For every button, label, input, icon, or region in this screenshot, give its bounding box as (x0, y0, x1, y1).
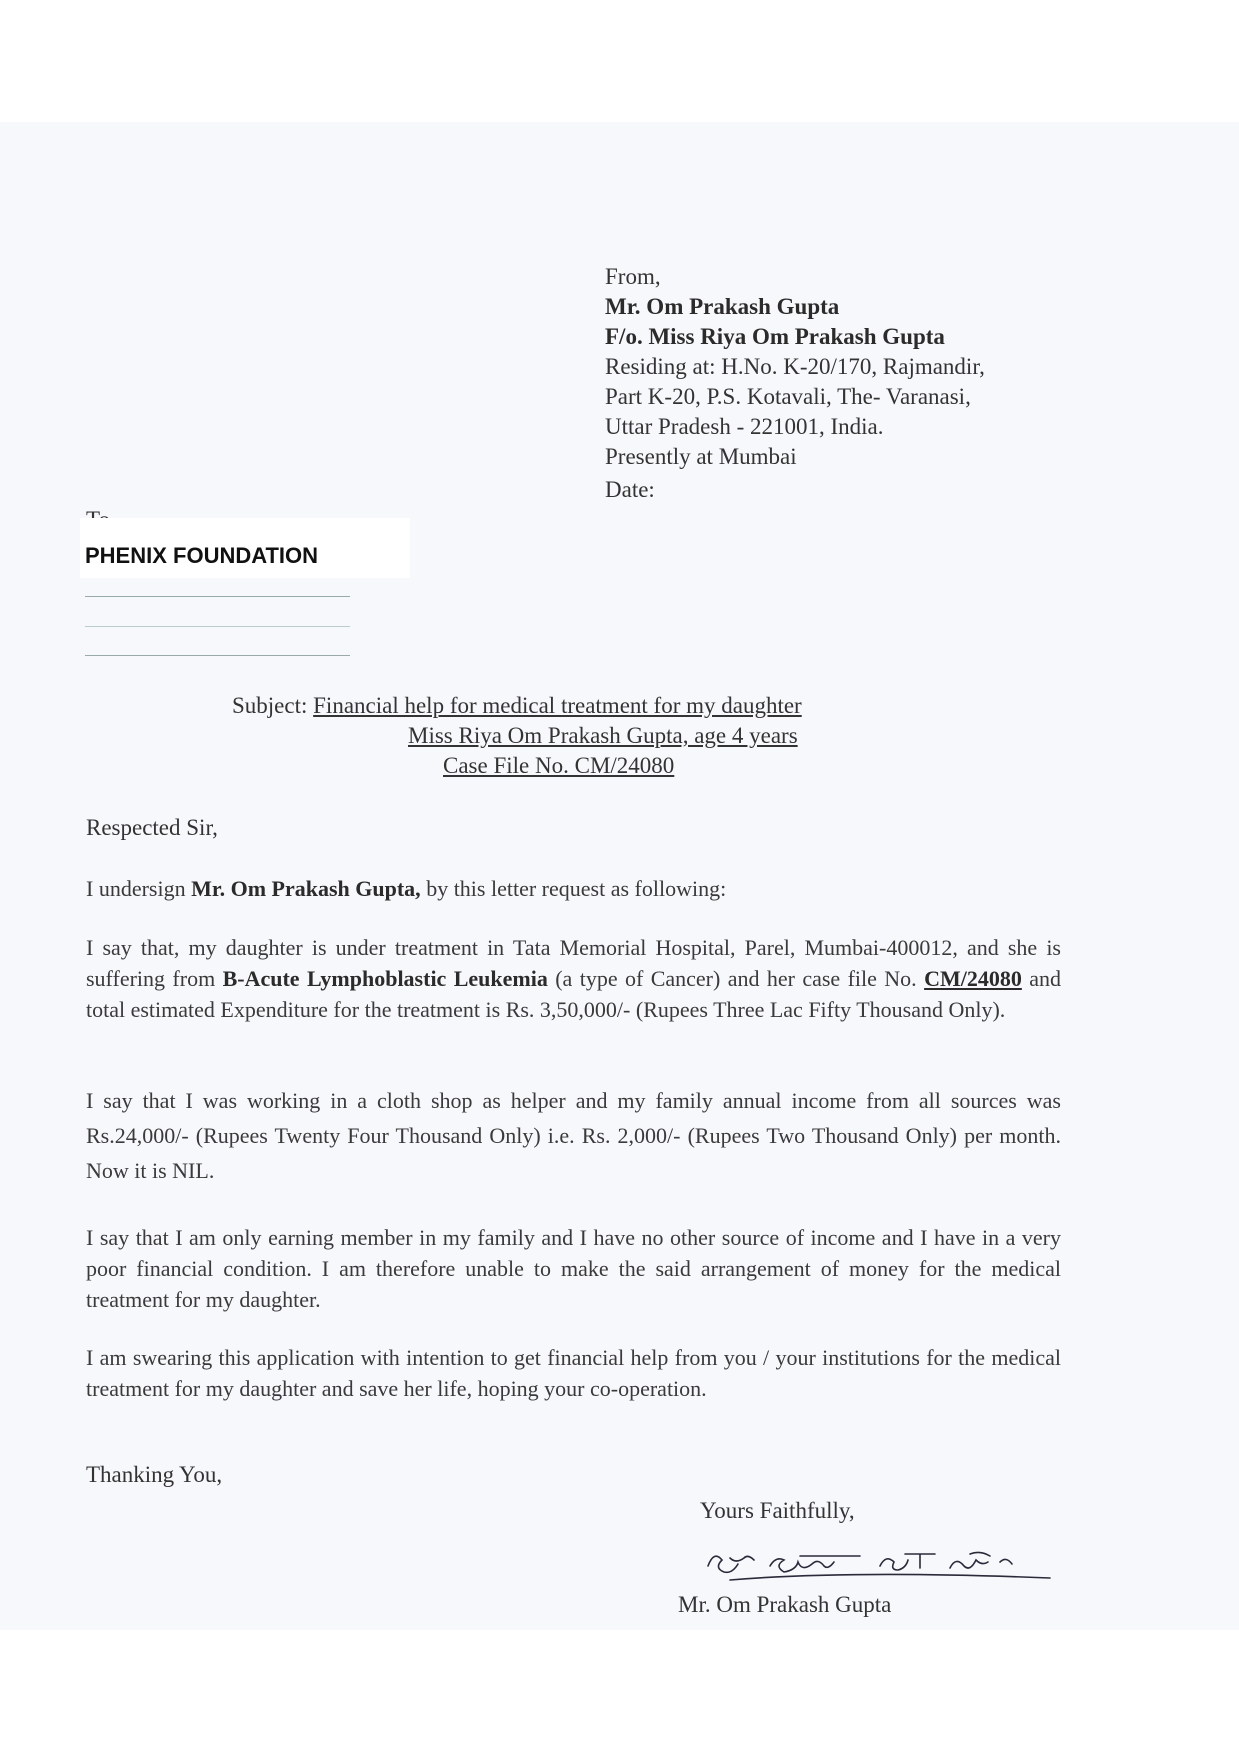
intro-text-before: I undersign (86, 876, 192, 901)
salutation: Respected Sir, (86, 815, 218, 840)
recipient-blank-line-3 (85, 655, 350, 656)
subject-line-3 (443, 751, 674, 781)
paragraph-request: I am swearing this application with intention to get financial help from you / your institutions for the medical treatment for my daughter and save her life, hoping your co-operation. (86, 1345, 1061, 1401)
paragraph-financial-condition: I say that I am only earning member in my family and I have no other source of income and I have in a very poor financial condition. I am therefore unable to make the said arrangement of money for the medical treatment for my daughter. (86, 1225, 1061, 1312)
subject-text-3: Case File No. CM/24080 (443, 753, 675, 778)
handwritten-signature (700, 1536, 1060, 1586)
case-file-number: CM/24080 (924, 966, 1022, 991)
paragraph-treatment (86, 932, 1061, 1025)
para1-text-1: I say that, my daughter is under treatment in Tata Memorial Hospital, Parel, Mumbai-400012, and she is suffering from (86, 935, 1061, 991)
recipient-blank-line-2 (85, 626, 350, 627)
sender-address-line-1: Residing at: H.No. K-20/170, Rajmandir, (605, 354, 985, 379)
from-heading: From, (605, 264, 661, 289)
subject-text-1: Financial help for medical treatment for my daughter (313, 693, 802, 718)
recipient-organization: PHENIX FOUNDATION (85, 543, 319, 568)
subject-line-1 (232, 691, 802, 721)
sender-address-line-3: Uttar Pradesh - 221001, India. (605, 414, 884, 439)
date-label: Date: (605, 477, 655, 502)
closing: Thanking You, (86, 1462, 223, 1487)
signatory-name: Mr. Om Prakash Gupta (678, 1592, 892, 1617)
para1-text-2: (a type of Cancer) and her case file No. (547, 966, 925, 991)
sender-present-location: Presently at Mumbai (605, 444, 797, 469)
paragraph-income: I say that I was working in a cloth shop as helper and my family annual income from all sources was Rs.24,000/- (Rupees Twenty Four Thousand Only) i.e. Rs. 2,000/- (Rupees Two Thousand Only) per month. Now it is NIL. (86, 1088, 1061, 1183)
intro-paragraph (86, 873, 1061, 904)
subject-label: Subject: (232, 693, 308, 718)
intro-name: Mr. Om Prakash Gupta, (191, 876, 421, 901)
subject-text-2: Miss Riya Om Prakash Gupta, age 4 years (408, 723, 798, 748)
para1-text-3: and total estimated Expenditure for the treatment is Rs. 3,50,000/- (Rupees Three Lac Fifty Thousand Only). (86, 966, 1062, 1022)
intro-text-after: by this letter request as following: (420, 876, 727, 901)
subject-line-2 (408, 721, 798, 751)
sender-name: Mr. Om Prakash Gupta (605, 294, 840, 319)
sender-relation: F/o. Miss Riya Om Prakash Gupta (605, 324, 945, 349)
disease-name: B-Acute Lymphoblastic Leukemia (222, 966, 548, 991)
sender-address-line-2: Part K-20, P.S. Kotavali, The- Varanasi, (605, 384, 971, 409)
signoff: Yours Faithfully, (700, 1498, 855, 1523)
recipient-blank-line-1 (85, 596, 350, 597)
